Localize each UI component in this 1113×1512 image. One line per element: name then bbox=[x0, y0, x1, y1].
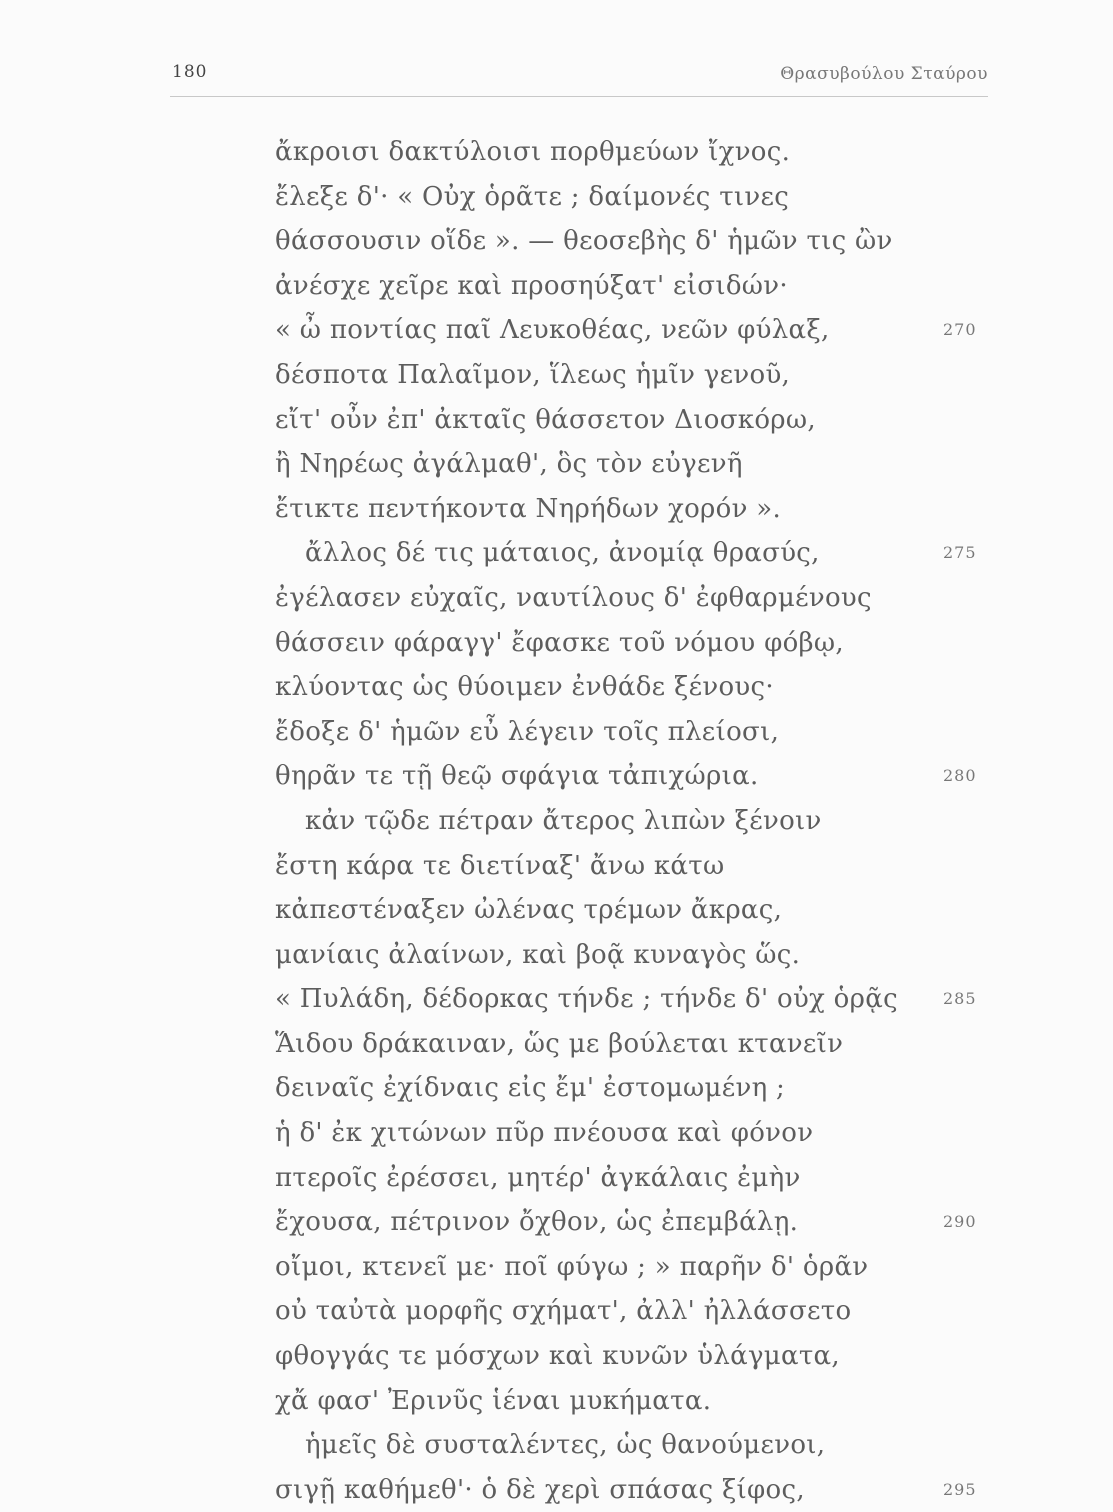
line-number: 285 bbox=[943, 989, 977, 1009]
verse-text: ἔδοξε δ' ἡμῶν εὖ λέγειν τοῖς πλείοσι, bbox=[275, 716, 780, 747]
running-title: Θρασυβούλου Σταύρου bbox=[780, 64, 988, 84]
verse-line bbox=[150, 1200, 1000, 1245]
verse-text: εἴτ' οὖν ἐπ' ἀκταῖς θάσσετον Διοσκόρω, bbox=[275, 404, 816, 435]
verse-line bbox=[150, 977, 1000, 1022]
verse-line bbox=[150, 844, 1000, 889]
verse-line bbox=[150, 576, 1000, 621]
verse-text: μανίαις ἀλαίνων, καὶ βοᾷ κυναγὸς ὥς. bbox=[275, 939, 801, 970]
verse-text: δέσποτα Παλαῖμον, ἵλεως ἡμῖν γενοῦ, bbox=[275, 359, 791, 390]
verse-text: ἔχουσα, πέτρινον ὄχθον, ὡς ἐπεμβάλῃ. bbox=[275, 1207, 799, 1238]
line-number: 290 bbox=[943, 1212, 977, 1232]
verse-line bbox=[150, 665, 1000, 710]
verse-text: ἐγέλασεν εὐχαῖς, ναυτίλους δ' ἐφθαρμένους bbox=[275, 582, 872, 613]
verse-line bbox=[150, 799, 1000, 844]
verse-text: ἄκροισι δακτύλοισι πορθμεύων ἴχνος. bbox=[275, 137, 791, 167]
verse-text: κλύοντας ὡς θύοιμεν ἐνθάδε ξένους· bbox=[275, 672, 774, 703]
verse-text: οἴμοι, κτενεῖ με· ποῖ φύγω ; » παρῆν δ' ὁρᾶν bbox=[275, 1251, 869, 1282]
verse-line bbox=[150, 398, 1000, 443]
verse-text: ἢ Νηρέως ἀγάλμαθ', ὃς τὸν εὐγενῆ bbox=[275, 449, 743, 480]
verse-line bbox=[150, 1468, 1000, 1512]
verse-line bbox=[150, 710, 1000, 755]
verse-text: θάσσουσιν οἵδε ». — θεοσεβὴς δ' ἡμῶν τις ὢν bbox=[275, 226, 893, 257]
verse-line bbox=[150, 219, 1000, 264]
poem-body bbox=[150, 130, 1000, 1512]
page-header bbox=[170, 62, 988, 97]
verse-text: ἡ δ' ἐκ χιτώνων πῦρ πνέουσα καὶ φόνον bbox=[275, 1118, 814, 1149]
verse-text: δειναῖς ἐχίδναις εἰς ἔμ' ἐστομωμένη ; bbox=[275, 1073, 786, 1104]
verse-line bbox=[150, 442, 1000, 487]
verse-line bbox=[150, 1289, 1000, 1334]
verse-text: σιγῇ καθήμεθ'· ὁ δὲ χερὶ σπάσας ξίφος, bbox=[275, 1474, 805, 1505]
verse-line bbox=[150, 353, 1000, 398]
verse-line bbox=[150, 1245, 1000, 1290]
verse-text: πτεροῖς ἐρέσσει, μητέρ' ἀγκάλαις ἐμὴν bbox=[275, 1162, 801, 1193]
verse-line bbox=[150, 487, 1000, 532]
line-number: 270 bbox=[943, 320, 977, 340]
verse-text: ἡμεῖς δὲ συσταλέντες, ὡς θανούμενοι, bbox=[305, 1430, 826, 1461]
verse-text: ἔτικτε πεντήκοντα Νηρήδων χορόν ». bbox=[275, 493, 782, 524]
verse-line bbox=[150, 308, 1000, 353]
verse-line bbox=[150, 1066, 1000, 1111]
page-number: 180 bbox=[172, 62, 208, 82]
verse-text: ἄλλος δέ τις μάταιος, ἀνομίᾳ θρασύς, bbox=[305, 538, 820, 569]
verse-text: ἔλεξε δ'· « Οὐχ ὁρᾶτε ; δαίμονές τινες bbox=[275, 181, 790, 212]
verse-text: Ἅιδου δράκαιναν, ὥς με βούλεται κτανεῖν bbox=[275, 1028, 844, 1059]
verse-line bbox=[150, 933, 1000, 978]
verse-text: οὐ ταὐτὰ μορφῆς σχήματ', ἀλλ' ἠλλάσσετο bbox=[275, 1296, 852, 1327]
verse-line bbox=[150, 175, 1000, 220]
verse-line bbox=[150, 754, 1000, 799]
verse-line bbox=[150, 1111, 1000, 1156]
verse-text: κἀν τῷδε πέτραν ἄτερος λιπὼν ξένοιν bbox=[305, 805, 822, 836]
verse-text: ἀνέσχε χεῖρε καὶ προσηύξατ' εἰσιδών· bbox=[275, 270, 788, 301]
verse-line bbox=[150, 1379, 1000, 1424]
line-number: 280 bbox=[943, 766, 977, 786]
verse-text: κἀπεστέναξεν ὠλένας τρέμων ἄκρας, bbox=[275, 895, 783, 926]
verse-line bbox=[150, 888, 1000, 933]
verse-line bbox=[150, 1423, 1000, 1468]
line-number: 295 bbox=[943, 1479, 977, 1499]
verse-line bbox=[150, 1022, 1000, 1067]
verse-text: χἄ φασ' Ἐρινῦς ἱέναι μυκήματα. bbox=[275, 1385, 712, 1416]
verse-text: θηρᾶν τε τῇ θεῷ σφάγια τἀπιχώρια. bbox=[275, 761, 759, 792]
verse-text: « Πυλάδη, δέδορκας τήνδε ; τήνδε δ' οὐχ ὁρᾷς bbox=[275, 984, 898, 1015]
verse-line bbox=[150, 1334, 1000, 1379]
verse-line bbox=[150, 1156, 1000, 1201]
verse-line bbox=[150, 130, 1000, 175]
verse-text: φθογγάς τε μόσχων καὶ κυνῶν ὑλάγματα, bbox=[275, 1341, 840, 1372]
verse-line bbox=[150, 621, 1000, 666]
line-number: 275 bbox=[943, 543, 977, 563]
verse-text: θάσσειν φάραγγ' ἔφασκε τοῦ νόμου φόβῳ, bbox=[275, 627, 844, 658]
verse-line bbox=[150, 531, 1000, 576]
verse-text: « ὦ ποντίας παῖ Λευκοθέας, νεῶν φύλαξ, bbox=[275, 315, 830, 346]
verse-line bbox=[150, 264, 1000, 309]
verse-text: ἔστη κάρα τε διετίναξ' ἄνω κάτω bbox=[275, 850, 725, 881]
